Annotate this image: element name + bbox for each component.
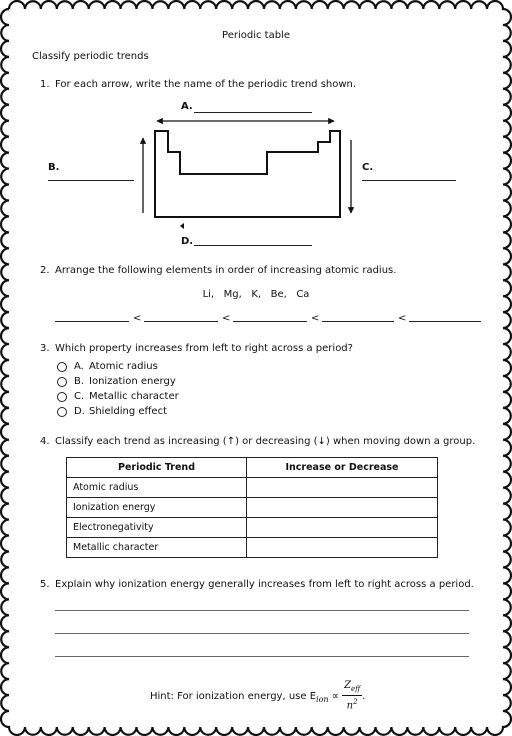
explanation-line-1[interactable] bbox=[55, 610, 469, 611]
hint-numerator-sub: eff bbox=[351, 685, 361, 693]
trend-answer-cell[interactable] bbox=[247, 518, 438, 538]
table-row bbox=[67, 518, 438, 538]
option-a-text: Atomic radius bbox=[89, 361, 158, 372]
order-blank-2[interactable] bbox=[144, 321, 218, 322]
trend-answer-cell[interactable] bbox=[247, 538, 438, 558]
option-b-letter: B. bbox=[74, 376, 85, 387]
label-c: C. bbox=[362, 162, 374, 173]
q2-number: 2. bbox=[40, 265, 50, 276]
trend-name: Electronegativity bbox=[67, 518, 247, 538]
trend-table bbox=[66, 457, 438, 558]
order-blank-5[interactable] bbox=[409, 321, 481, 322]
option-c-text: Metallic character bbox=[89, 391, 179, 402]
label-b: B. bbox=[48, 162, 60, 173]
hint-text bbox=[150, 680, 365, 712]
q2-prompt: Arrange the following elements in order of increasing atomic radius. bbox=[55, 265, 397, 276]
order-blank-3[interactable] bbox=[233, 321, 307, 322]
table-header-row bbox=[67, 458, 438, 478]
q5-prompt: Explain why ionization energy generally increases from left to right across a period. bbox=[55, 579, 474, 590]
q1-prompt: For each arrow, write the name of the periodic trend shown. bbox=[55, 79, 357, 90]
option-d-radio[interactable] bbox=[57, 407, 67, 417]
order-blank-1[interactable] bbox=[55, 321, 129, 322]
hint-sub-ion: ion bbox=[316, 695, 329, 705]
q1-number: 1. bbox=[40, 79, 50, 90]
table-row bbox=[67, 538, 438, 558]
hint-period: . bbox=[362, 691, 366, 703]
option-c-letter: C. bbox=[74, 391, 85, 402]
trend-answer-cell[interactable] bbox=[247, 478, 438, 498]
q4-number: 4. bbox=[40, 436, 50, 447]
col-header-trend: Periodic Trend bbox=[67, 458, 247, 478]
hint-numerator: Z bbox=[344, 680, 352, 691]
order-blank-4[interactable] bbox=[322, 321, 394, 322]
option-d-letter: D. bbox=[74, 406, 85, 417]
q5-number: 5. bbox=[40, 579, 50, 590]
table-row bbox=[67, 498, 438, 518]
option-c-radio[interactable] bbox=[57, 392, 67, 402]
table-row bbox=[67, 478, 438, 498]
hint-proportional: ∝ bbox=[331, 691, 339, 703]
q3-prompt: Which property increases from left to right across a period? bbox=[55, 343, 353, 354]
explanation-line-3[interactable] bbox=[55, 656, 469, 657]
hint-denominator: n bbox=[346, 700, 354, 712]
page-subtitle: Classify periodic trends bbox=[32, 51, 149, 62]
option-b-radio[interactable] bbox=[57, 377, 67, 387]
q3-number: 3. bbox=[40, 343, 50, 354]
trend-name: Atomic radius bbox=[67, 478, 247, 498]
hint-fraction bbox=[342, 680, 362, 712]
option-a-radio[interactable] bbox=[57, 362, 67, 372]
hint-denominator-sup: 2 bbox=[353, 698, 358, 706]
option-a-letter: A. bbox=[74, 361, 84, 372]
label-d: D. bbox=[181, 236, 194, 247]
less-than-1: < bbox=[133, 313, 142, 324]
option-b-text: Ionization energy bbox=[89, 376, 176, 387]
trend-name: Ionization energy bbox=[67, 498, 247, 518]
option-d-text: Shielding effect bbox=[89, 406, 167, 417]
hint-lead: Hint: For ionization energy, use E bbox=[150, 691, 317, 703]
element-list: Li, Mg, K, Be, Ca bbox=[202, 289, 310, 300]
explanation-line-2[interactable] bbox=[55, 633, 469, 634]
periodic-table-outline bbox=[155, 131, 340, 217]
col-header-change: Increase or Decrease bbox=[247, 458, 438, 478]
trend-answer-cell[interactable] bbox=[247, 498, 438, 518]
arrow-d-head bbox=[180, 223, 184, 229]
less-than-3: < bbox=[311, 313, 320, 324]
page-title: Periodic table bbox=[222, 30, 290, 41]
less-than-2: < bbox=[222, 313, 231, 324]
q4-prompt: Classify each trend as increasing (↑) or decreasing (↓) when moving down a group. bbox=[55, 436, 476, 447]
label-a: A. bbox=[181, 101, 193, 112]
trend-name: Metallic character bbox=[67, 538, 247, 558]
less-than-4: < bbox=[398, 313, 407, 324]
